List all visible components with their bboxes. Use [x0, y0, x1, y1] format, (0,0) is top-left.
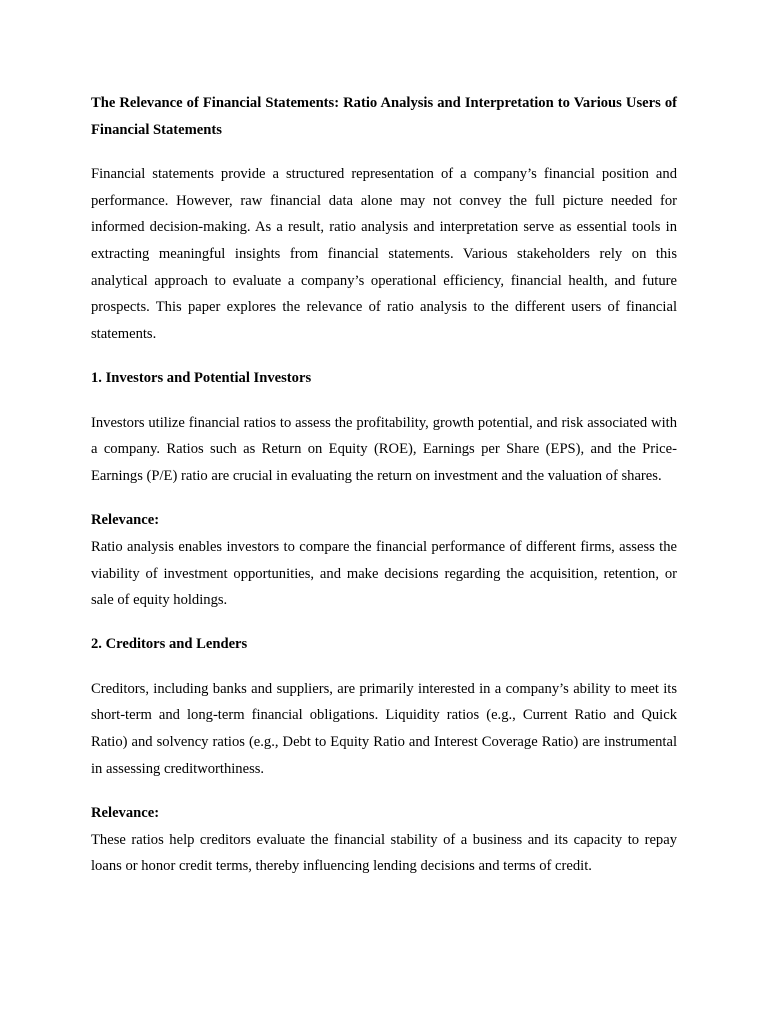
document-title: The Relevance of Financial Statements: Ratio Analysis and Interpretation to Various Users of Financial Statements: [91, 95, 677, 138]
relevance-text-investors: Ratio analysis enables investors to compare the financial performance of different firms, assess the viability of investment opportunities, and make decisions regarding the acquisition, retention, or sale of equity holdings.: [91, 538, 677, 609]
section-body-investors: Investors utilize financial ratios to assess the profitability, growth potential, and risk associated with a company. Ratios such as Return on Equity (ROE), Earnings per Share (EPS), and the Price-Earnings (P/E) ratio are crucial in evaluating the return on investment and the valuation of shares.: [91, 414, 677, 484]
relevance-text-creditors: These ratios help creditors evaluate the financial stability of a business and its capacity to repay loans or honor credit terms, thereby influencing lending decisions and terms of credit.: [91, 831, 677, 875]
section-heading-investors: 1. Investors and Potential Investors: [91, 370, 312, 387]
relevance-label-investors: Relevance:: [91, 512, 160, 529]
relevance-label-creditors: Relevance:: [91, 804, 160, 821]
section-heading-creditors: 2. Creditors and Lenders: [91, 636, 248, 653]
section-body-creditors: Creditors, including banks and suppliers, are primarily interested in a company’s ability to meet its short-term and long-term financial obligations. Liquidity ratios (e.g., Current Ratio and Quick Ratio) and solvency ratios (e.g., Debt to Equity Ratio and Interest Coverage Ratio) are instrumental in assessing creditworthiness.: [91, 680, 677, 777]
document-page: [91, 90, 677, 898]
intro-paragraph: Financial statements provide a structured representation of a company’s financial position and performance. However, raw financial data alone may not convey the full picture needed for informed decision-making. As a result, ratio analysis and interpretation serve as essential tools in extracting meaningful insights from financial statements. Various stakeholders rely on this analytical approach to evaluate a company’s operational efficiency, financial health, and future prospects. This paper explores the relevance of ratio analysis to the different users of financial statements.: [91, 165, 677, 343]
